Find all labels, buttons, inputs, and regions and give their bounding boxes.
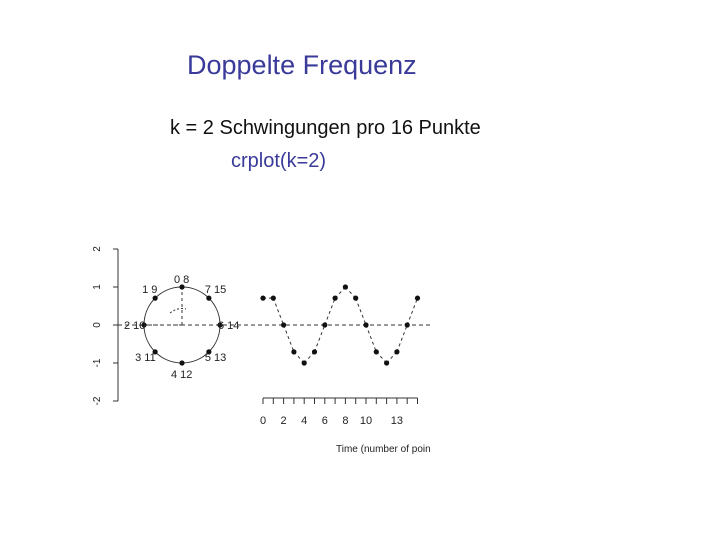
series-segment (407, 298, 417, 325)
series-point (384, 360, 389, 365)
slide-title: Doppelte Frequenz (187, 50, 417, 80)
subtitle-text: k = 2 Schwingungen pro 16 Punkte (170, 117, 481, 139)
series-point (343, 284, 348, 289)
series-point (415, 296, 420, 301)
series-point (405, 322, 410, 327)
point-label: 3 11 (135, 351, 156, 364)
x-axis (260, 398, 418, 427)
series-point (333, 296, 338, 301)
angle-arc (170, 309, 186, 314)
series-segment (356, 298, 366, 325)
series-segment (366, 325, 376, 352)
point-label: 1 9 (142, 284, 158, 297)
series-point (302, 360, 307, 365)
y-axis (92, 246, 118, 406)
series-point (374, 349, 379, 354)
point-label: 5 13 (204, 351, 227, 364)
series-segment (325, 298, 335, 325)
y-tick-label: -2 (92, 396, 103, 406)
y-tick-label: 1 (92, 284, 103, 290)
point-label: 6 14 (218, 320, 240, 332)
point-label: 2 10 (124, 320, 146, 332)
series-point (322, 322, 327, 327)
x-tick-label: 2 (280, 415, 287, 427)
code-text: crplot(k=2) (231, 150, 327, 172)
series-point (363, 322, 368, 327)
point-label: 4 12 (171, 369, 193, 381)
x-tick-label: 8 (342, 415, 349, 427)
x-tick-label: 0 (259, 415, 267, 427)
x-tick-label: 13 (390, 415, 404, 427)
series-point (353, 296, 358, 301)
series-point (281, 322, 286, 327)
x-tick-label: 10 (359, 415, 373, 427)
point-label: 7 15 (204, 284, 227, 297)
y-tick-label: 2 (92, 246, 103, 252)
series-point (312, 349, 317, 354)
point-label: 0 8 (174, 274, 190, 286)
series-point (271, 296, 276, 301)
series-segment (315, 325, 325, 352)
series-point (394, 349, 399, 354)
y-tick-label: -1 (92, 358, 103, 368)
circle-point (153, 296, 158, 301)
series-segment (397, 325, 407, 352)
time-series-plot (260, 284, 420, 365)
series-segment (273, 298, 283, 325)
circle-point (206, 296, 211, 301)
series-point (260, 296, 265, 301)
x-tick-label: 6 (321, 415, 328, 427)
x-tick-label: 4 (301, 415, 308, 427)
circle-point (179, 360, 184, 365)
series-segment (284, 325, 294, 352)
y-tick-label: 0 (92, 322, 103, 328)
x-axis-label: Time (number of poin (336, 444, 431, 455)
series-point (291, 349, 296, 354)
